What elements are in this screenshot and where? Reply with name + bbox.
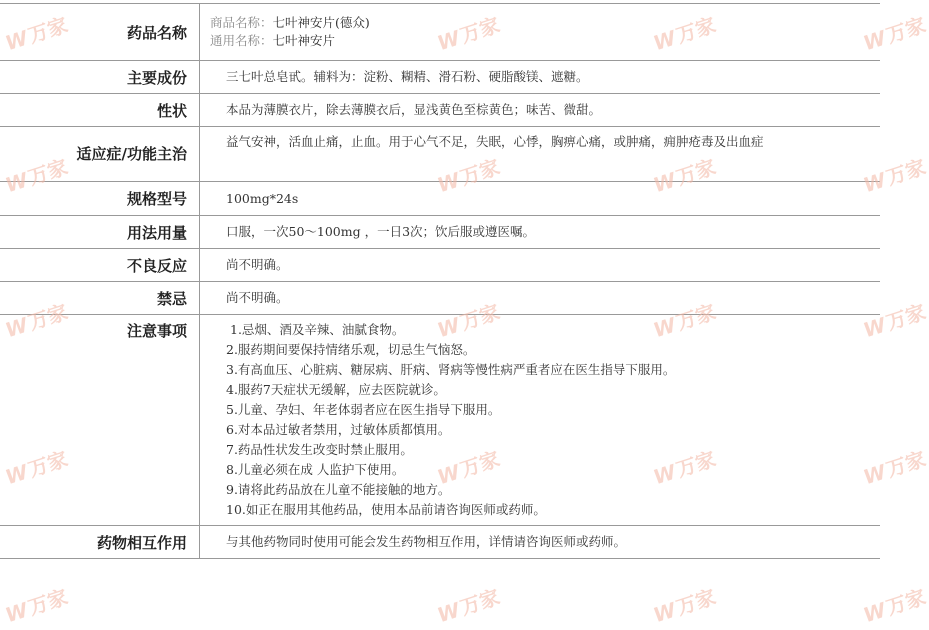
trade-name-line xyxy=(210,14,880,32)
watermark-logo: W万家 xyxy=(860,12,929,56)
list-item: 5.儿童、孕妇、年老体弱者应在医生指导下服用。 xyxy=(226,402,501,417)
watermark-logo: W万家 xyxy=(2,154,71,198)
value-interactions: 与其他药物同时使用可能会发生药物相互作用，详情请咨询医师或药师。 xyxy=(226,534,627,549)
value-spec: 100mg*24s xyxy=(226,190,299,206)
row-spec xyxy=(0,182,880,216)
value-usage: 口服，一次50～100mg ，一日3次；饮后服或遵医嘱。 xyxy=(226,224,536,239)
watermark-logo: W万家 xyxy=(2,12,71,56)
row-adverse xyxy=(0,249,880,282)
list-item: 4.服药7天症状无缓解，应去医院就诊。 xyxy=(226,382,446,397)
row-drug-name xyxy=(0,4,880,61)
value-indications-text: 益气安神，活血止痛，止血。用于心气不足，失眠，心悸，胸痹心痛，或肿痛，痈肿疮毒及出血症 xyxy=(226,134,764,149)
label-indications xyxy=(0,127,200,181)
row-usage xyxy=(0,216,880,249)
generic-name-value: 七叶神安片 xyxy=(272,33,336,48)
value-contraindications: 尚不明确。 xyxy=(226,290,289,305)
value-indications xyxy=(200,127,880,181)
value-appearance: 本品为薄膜衣片，除去薄膜衣后，显浅黄色至棕黄色；味苦、微甜。 xyxy=(226,102,602,117)
list-item: 3.有高血压、心脏病、糖尿病、肝病、肾病等慢性病严重者应在医生指导下服用。 xyxy=(226,362,676,377)
watermark-logo: W万家 xyxy=(650,12,719,56)
watermark-logo: W万家 xyxy=(2,584,71,628)
list-item: 1.忌烟、酒及辛辣、油腻食物。 xyxy=(230,322,405,337)
row-contraindications xyxy=(0,282,880,315)
watermark-logo: W万家 xyxy=(434,446,503,490)
watermark-logo: W万家 xyxy=(434,584,503,628)
watermark-logo: W万家 xyxy=(2,446,71,490)
list-item: 9.请将此药品放在儿童不能接触的地方。 xyxy=(226,482,451,497)
row-interactions xyxy=(0,526,880,559)
label-interactions: 药物相互作用 xyxy=(0,526,200,558)
label-appearance: 性状 xyxy=(0,94,200,126)
value-adverse: 尚不明确。 xyxy=(226,257,289,272)
watermark-logo: W万家 xyxy=(860,299,929,343)
watermark-logo: W万家 xyxy=(650,299,719,343)
generic-name-key: 通用名称： xyxy=(210,33,273,48)
watermark-logo: W万家 xyxy=(650,584,719,628)
watermark-logo: W万家 xyxy=(2,299,71,343)
watermark-logo: W万家 xyxy=(434,154,503,198)
watermark-logo: W万家 xyxy=(860,584,929,628)
label-indications-text: 适应症/功能主治 xyxy=(76,145,187,163)
trade-name-key: 商品名称： xyxy=(210,15,273,30)
list-item: 8.儿童必须在成 人监护下使用。 xyxy=(226,462,405,477)
watermark-logo: W万家 xyxy=(860,154,929,198)
generic-name-line xyxy=(210,32,880,50)
label-precautions: 注意事项 xyxy=(0,315,200,525)
drug-info-table xyxy=(0,3,880,559)
list-item: 2.服药期间要保持情绪乐观，切忌生气恼怒。 xyxy=(226,342,476,357)
label-ingredients: 主要成份 xyxy=(0,61,200,93)
trade-name-value: 七叶神安片(德众) xyxy=(272,15,370,30)
label-adverse: 不良反应 xyxy=(0,249,200,281)
value-ingredients: 三七叶总皂甙。辅料为：淀粉、糊精、滑石粉、硬脂酸镁、遮糖。 xyxy=(226,69,589,84)
value-precautions xyxy=(200,315,880,525)
label-contraindications: 禁忌 xyxy=(0,282,200,314)
watermark-logo: W万家 xyxy=(434,299,503,343)
watermark-logo: W万家 xyxy=(650,446,719,490)
list-item: 10.如正在服用其他药品，使用本品前请咨询医师或药师。 xyxy=(226,502,546,517)
list-item: 6.对本品过敏者禁用，过敏体质都慎用。 xyxy=(226,422,451,437)
row-appearance xyxy=(0,94,880,127)
precautions-list xyxy=(226,320,880,520)
list-item: 7.药品性状发生改变时禁止服用。 xyxy=(226,442,413,457)
row-precautions xyxy=(0,315,880,526)
watermark-logo: W万家 xyxy=(650,154,719,198)
row-ingredients xyxy=(0,61,880,94)
label-spec: 规格型号 xyxy=(0,182,200,215)
watermark-logo: W万家 xyxy=(860,446,929,490)
watermark-logo: W万家 xyxy=(434,12,503,56)
label-drug-name: 药品名称 xyxy=(0,4,200,60)
label-usage: 用法用量 xyxy=(0,216,200,248)
row-indications xyxy=(0,127,880,182)
value-drug-name xyxy=(200,4,880,60)
